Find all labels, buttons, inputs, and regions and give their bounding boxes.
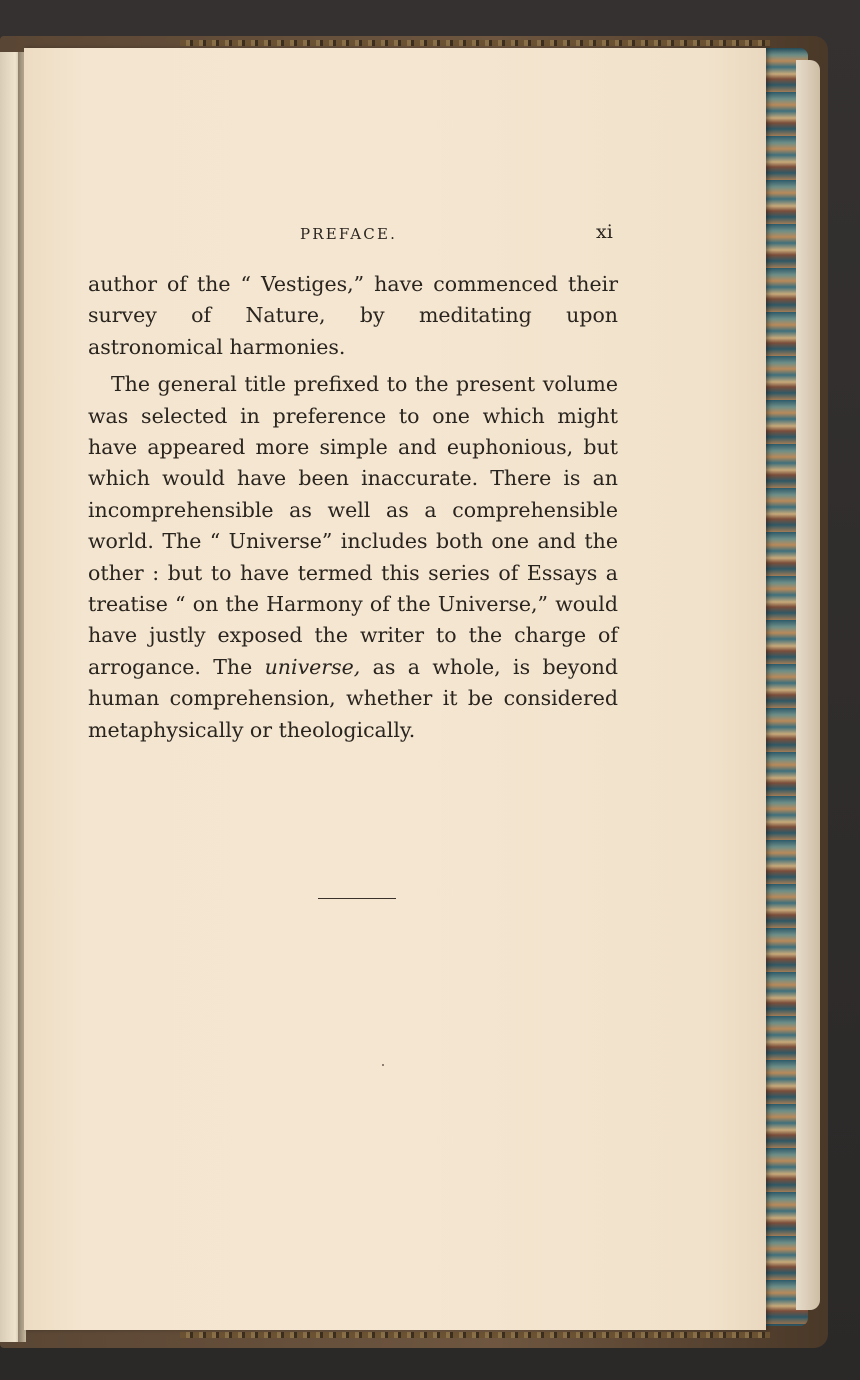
paper-speck [382, 1064, 384, 1066]
page-number: xi [596, 221, 613, 243]
body-text [88, 269, 618, 746]
top-edge [180, 40, 770, 46]
paragraph-2-text-a: The general title prefixed to the present volume was selected in preference to one which might have appeared more simple and euphonious, but which would have been inaccurate. There is an incomprehensible as well as a comprehensible world. The “ Universe” includes both one and the other : but to have termed this series of Essays a treatise “ on the Harmony of the Universe,” would have justly exposed the writer to the charge of arrogance. The [88, 372, 618, 679]
paragraph-2-italic: universe, [264, 654, 361, 679]
book-page [24, 48, 766, 1330]
page-stack-edge [796, 60, 820, 1310]
paragraph-2 [88, 369, 618, 746]
paragraph-2-text-b: as a whole, is beyond human comprehension, whether it be considered metaphysically or theologically. [88, 654, 618, 742]
running-title: PREFACE. [300, 225, 398, 243]
paragraph-1: author of the “ Vestiges,” have commenced their survey of Nature, by meditating upon astronomical harmonies. [88, 272, 618, 359]
end-rule [318, 898, 396, 899]
running-head [24, 221, 766, 251]
bottom-edge [180, 1332, 770, 1338]
